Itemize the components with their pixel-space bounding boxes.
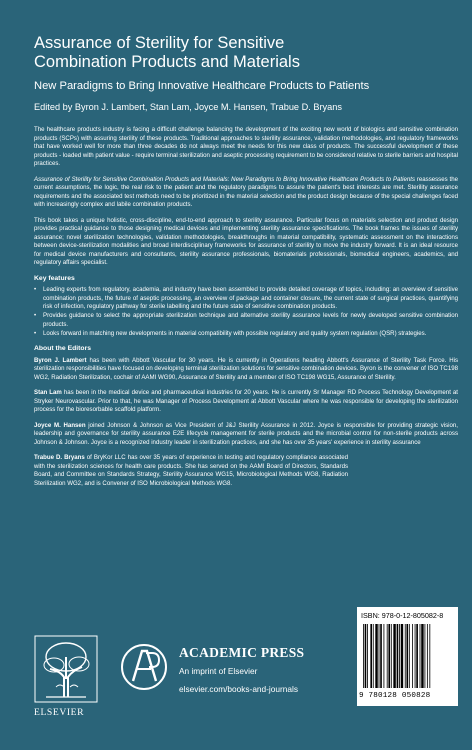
editor-bio-text: joined Johnson & Johnson as Vice President of J&J Sterility Assurance in 2012. Joyce is responsible for providing strategic vision, leadership and governance for sterility assurance E2E lifecycle management for sterile products and the microbial control for non-sterile products across Johnson & Johnson. Joyce is a recognized industry leader in sterilization practices, and she has over 35 years' experience in sterility assurance: [34, 421, 458, 446]
academic-press-name: ACADEMIC PRESS: [179, 645, 305, 660]
editor-bio-text: has been in the medical device and pharmaceutical industries for 20 years. He is currently Sr Manager RD Process Technology Development at Stryker Neurovascular. Prior to that, he was Manager of Process Development at Abbott Vascular where he was responsible for developing the sterilization process for the bioresorbable scaffold platform.: [34, 389, 458, 413]
description-paragraph-2: [34, 176, 458, 210]
editor-name: Joyce M. Hansen: [34, 421, 86, 429]
book-subtitle: New Paradigms to Bring Innovative Healthcare Products to Patients: [34, 80, 370, 92]
description-paragraph-1: The healthcare products industry is facing a difficult challenge balancing the development of the exciting new world of biologics and sensitive combination products (SCPs) with assuring sterility of these products. Traditional approaches to sterility assurance, validation methodologies, and regulatory frameworks that have worked well for more than three decades do not always meet the needs for this new class of products. The successful development of these products - loaded with patient value - require terminal sterilization and aseptic processing requirement to be considered relative to sterile barriers and hospital practices.: [34, 126, 458, 167]
key-feature-item: [34, 286, 458, 312]
key-features-list: [34, 286, 458, 338]
editor-bio-bryans: [34, 454, 348, 488]
key-feature-item: [34, 312, 458, 329]
description-paragraph-2-text: reassesses the current assumptions, the logic, the real risk to the patient and the regulatory paradigms to assure the patient's best interests are met. Sterility assurance requirements and the associated test methods need to be prioritized in the material selection and the product design because of the special challenges faced with increasingly complex and labile combination products.: [34, 175, 458, 208]
imprint-text: An imprint of Elsevier: [179, 666, 258, 676]
key-feature-item: [34, 330, 458, 339]
editor-name: Stan Lam: [34, 389, 62, 396]
elsevier-wordmark: ELSEVIER: [34, 707, 85, 718]
elsevier-tree-icon: [34, 635, 98, 703]
editor-bio-lambert: [34, 357, 458, 383]
title-line-2: Combination Products and Materials: [34, 53, 300, 71]
cover-header: [34, 34, 454, 113]
barcode-icon: [363, 624, 452, 688]
barcode-number: 9 780128 050828: [359, 692, 431, 700]
isbn-text: ISBN: 978-0-12-805082-8: [361, 611, 444, 620]
bullet-icon: •: [34, 329, 37, 337]
key-feature-text: Looks forward in matching new developments in material compatibility with possible regulatory and quality system regulation (QSR) strategies.: [43, 329, 427, 337]
editor-bio-text: of BryKor LLC has over 35 years of experience in testing and regulatory compliance associated with the sterilization sciences for health care products. She has served on the AAMI Board of Directors, Standards Board, and Committee on Standards Strategy, Sterility Assurance WG15, Microbiological Methods WG8, Radiation Sterilization WG2, and is Convener of ISO Microbiological Methods WG8.: [34, 454, 348, 487]
title-line-1: Assurance of Sterility for Sensitive: [34, 34, 285, 52]
editor-name: Byron J. Lambert: [34, 356, 87, 364]
academic-press-ap-icon: [120, 637, 168, 697]
isbn-barcode: [357, 607, 458, 706]
key-feature-text: Leading experts from regulatory, academia, and industry have been assembled to provide detailed coverage of topics, including: an overview of sensitive combination products, the future of aseptic processing, an overview of package and container closure, the current state of surgical practices, quantifying risk of infection, regulatory pathway for sterile labelling and the future state of sensitive combination products.: [43, 286, 458, 310]
about-editors-heading: About the Editors: [34, 345, 92, 352]
editor-bio-text: has been with Abbott Vascular for 30 years. He is currently in Operations heading Abbott's Assurance of Sterility Task Force. His sterilization responsibilities have focused on developing terminal sterilization solutions for sensitive combination devices. Byron is the convener of ISO TC198 WG2, Radiation Sterilization, cochair of AAMI WG90, Assurance of Sterility and a member of ISO TC198 WG15, Assurance of Sterility.: [34, 356, 458, 381]
bullet-icon: •: [34, 312, 37, 319]
key-feature-text: Provides guidance to select the appropriate sterilization technique and alternative sterility assurance levels for newly developed sensitive combination products.: [43, 312, 458, 328]
bullet-icon: •: [34, 286, 37, 293]
editor-bio-lam: [34, 389, 458, 415]
cover-body: [34, 126, 458, 495]
publisher-url: elsevier.com/books-and-journals: [179, 684, 298, 694]
key-features-heading: Key features: [34, 274, 75, 282]
description-paragraph-3: This book takes a unique holistic, cross-discipline, end-to-end approach to sterility assurance. Particular focus on materials selection and product design provides practical guidance to those designing medical devices and implementing sterility assurance specifications. The book frames the issues of sterility assurance; novel sterilization technologies, validation methodologies, breakthroughs in material compatibility, systematic assessment on the interactions between device-sterilization modalities and broad interdisciplinary frameworks for assurance of sterility to move the industry forward. It is an ideal resource for medical device manufacturers and consultants, sterility assurance professionals, biomaterials professionals, biomedical engineers, academics, and regulatory affairs specialist.: [34, 216, 458, 266]
editor-name: Trabue D. Bryans: [34, 454, 85, 461]
book-title: [34, 34, 454, 72]
editor-bio-hansen: [34, 422, 458, 448]
description-book-title: Assurance of Sterility for Sensitive Combination Products and Materials: New Paradigms to Bring Innovative Healthcare Products to Patients: [34, 175, 415, 183]
editors-line: Edited by Byron J. Lambert, Stan Lam, Joyce M. Hansen, Trabue D. Bryans: [34, 102, 342, 112]
publisher-footer: [34, 635, 354, 735]
